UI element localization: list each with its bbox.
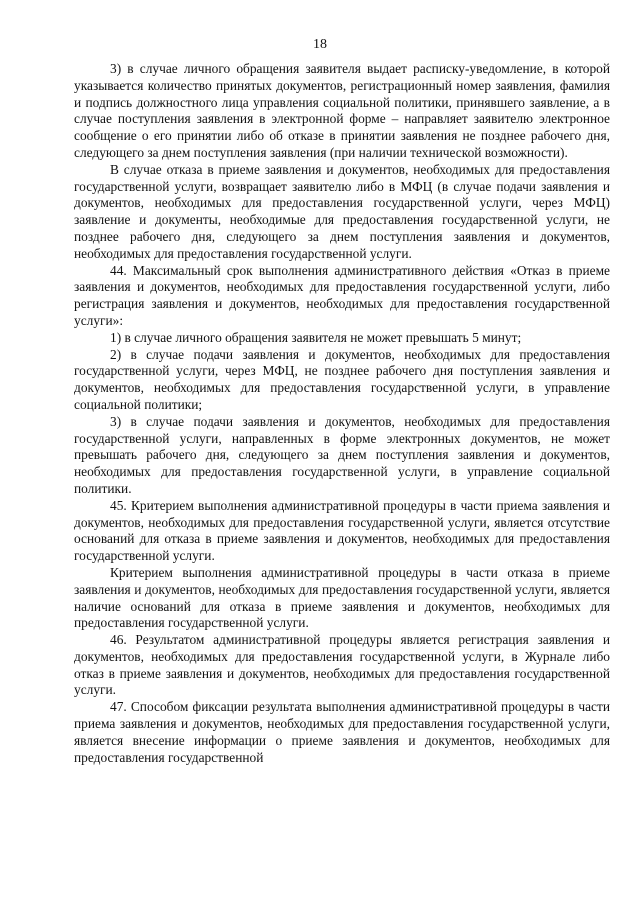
document-body (74, 61, 610, 766)
paragraph-47-fixation: 47. Способом фиксации результата выполнения административной процедуры в части приема заявления и документов, необходимых для предоставления государственной услуги, является внесение информации о приеме заявления и документов, необходимых для предоставления государственной (74, 699, 610, 765)
paragraph-44-item-2: 2) в случае подачи заявления и документов, необходимых для предоставления государственной услуги, через МФЦ, не позднее рабочего дня поступления заявления и документов, необходимых для предоставления государственной услуги, в управление социальной политики; (74, 346, 610, 412)
paragraph-refusal-return: В случае отказа в приеме заявления и документов, необходимых для предоставления государственной услуги, возвращает заявителю либо в МФЦ (в случае подачи заявления и документов, необходимых для предоставления государственной услуги, через МФЦ) заявление и документы, необходимые для предоставления государственной услуги, не позднее рабочего дня, следующего за днем поступления заявления и документов, необходимых для предоставления государственной услуги. (74, 161, 610, 261)
paragraph-46-result: 46. Результатом административной процедуры является регистрация заявления и документов, необходимых для предоставления государственной услуги, в Журнале либо отказ в приеме заявления и документов, необходимых для предоставления государственной услуги. (74, 632, 610, 698)
paragraph-45-criterion-acceptance: 45. Критерием выполнения административной процедуры в части приема заявления и документов, необходимых для предоставления государственной услуги, является отсутствие оснований для отказа в приеме заявления и документов, необходимых для предоставления государственной услуги. (74, 497, 610, 564)
paragraph-44-max-term: 44. Максимальный срок выполнения административного действия «Отказ в приеме заявления и документов, необходимых для предоставления государственной услуги, либо регистрация заявления и документов, необходимых для предоставления государственной услуги»: (74, 262, 610, 328)
paragraph-item-3-receipt: 3) в случае личного обращения заявителя выдает расписку-уведомление, в которой указывается количество принятых документов, регистрационный номер заявления, фамилия и подпись должностного лица управления социальной политики, принявшего заявление, а в случае поступления заявления в электронной форме – направляет заявителю электронное сообщение о его принятии либо об отказе в принятии заявления не позднее рабочего дня, следующего за днем поступления заявления (при наличии технической возможности). (74, 61, 610, 160)
page-number: 18 (313, 37, 327, 52)
paragraph-44-item-1: 1) в случае личного обращения заявителя не может превышать 5 минут; (110, 329, 522, 345)
paragraph-45-criterion-refusal: Критерием выполнения административной процедуры в части отказа в приеме заявления и документов, необходимых для предоставления государственной услуги, является наличие оснований для отказа в приеме заявления и документов, необходимых для предоставления государственной услуги. (74, 564, 610, 631)
paragraph-44-item-3: 3) в случае подачи заявления и документов, необходимых для предоставления государственной услуги, направленных в форме электронных документов, не может превышать рабочего дня, следующего за днем поступления заявления и документов, необходимых для предоставления государственной услуги, в управление социальной политики. (74, 413, 610, 496)
